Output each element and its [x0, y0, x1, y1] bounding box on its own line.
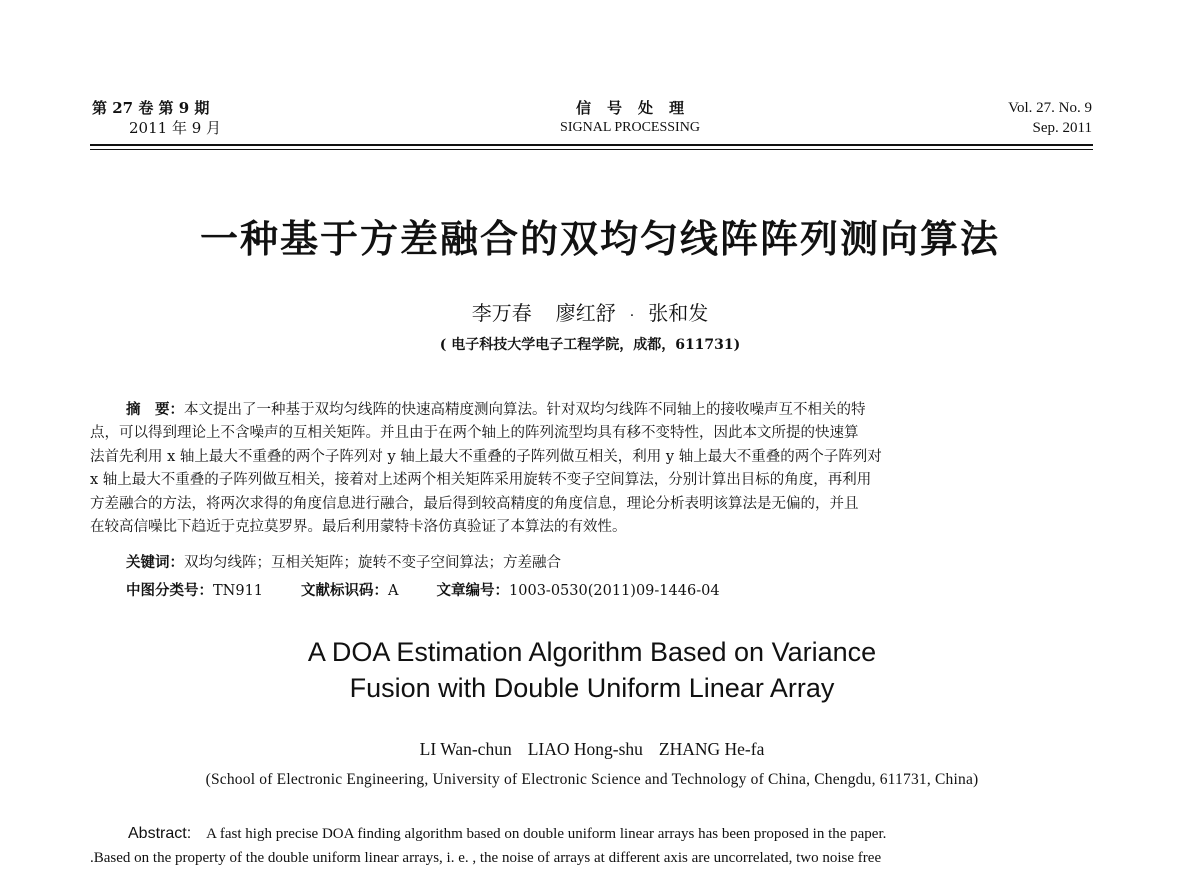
- paper-title-en-line: Fusion with Double Uniform Linear Array: [349, 673, 835, 703]
- publication-date-en: Sep. 2011: [1032, 120, 1092, 136]
- author-separator: ·: [629, 308, 635, 324]
- keywords-cn-label: 关键词：: [126, 554, 184, 571]
- abstract-cn-line: 法首先利用 x 轴上最大不重叠的两个子阵列对 y 轴上最大不重叠的子阵列做互相关，利用 y 轴上最大不重叠的两个子阵列对: [90, 448, 882, 465]
- clc-value: TN911: [213, 583, 264, 599]
- author-cn: 廖红舒: [555, 301, 616, 325]
- doc-code-value: A: [388, 583, 399, 599]
- abstract-cn-line: 方差融合的方法，将两次求得的角度信息进行融合，最后得到较高精度的角度信息，理论分析表明该算法是无偏的，并且: [90, 495, 859, 512]
- abstract-cn-line: 点，可以得到理论上不含噪声的互相关矩阵。并且由于在两个轴上的阵列流型均具有移不变特性，因此本文所提的快速算: [90, 425, 859, 442]
- journal-name-cn: 信号处理: [575, 99, 700, 117]
- publication-date-cn: 2011 年 9 月: [129, 119, 222, 137]
- abstract-cn-line: x 轴上最大不重叠的子阵列做互相关，接着对上述两个相关矩阵采用旋转不变子空间算法，分别计算出目标的角度，再利用: [90, 472, 872, 489]
- classification-cn: [126, 580, 720, 602]
- abstract-en-line: Abstract: A fast high precise DOA finding algorithm based on double uniform linear arrays has been proposed in the paper.: [128, 825, 887, 842]
- clc-label: 中图分类号：: [126, 582, 213, 599]
- journal-issue-info-en: [1008, 98, 1092, 138]
- volume-issue-cn: 第 27 卷 第 9 期: [92, 99, 210, 117]
- article-no-value: 1003-0530(2011)09-1446-04: [509, 583, 720, 599]
- keywords-cn-text: 双均匀线阵；互相关矩阵；旋转不变子空间算法；方差融合: [184, 555, 561, 571]
- abstract-cn-line: 在较高信噪比下趋近于克拉莫罗界。最后利用蒙特卡洛仿真验证了本算法的有效性。: [90, 519, 627, 536]
- paper-title-en: [0, 634, 1184, 706]
- paper-title-cn: 一种基于方差融合的双均匀线阵阵列测向算法: [199, 217, 1000, 261]
- authors-en: [0, 738, 1184, 760]
- abstract-en-line: .Based on the property of the double uniform linear arrays, i. e. , the noise of arrays at different axis are uncorrelated, two noise free: [90, 850, 882, 866]
- article-no-label: 文章编号：: [436, 582, 510, 599]
- journal-name-en: SIGNAL PROCESSING: [560, 120, 700, 135]
- abstract-cn-line: 摘 要：本文提出了一种基于双均匀线阵的快速高精度测向算法。针对双均匀线阵不同轴上的接收噪声互不相关的特: [126, 401, 866, 418]
- author-cn: 张和发: [648, 301, 709, 325]
- journal-name: [470, 98, 790, 138]
- author-en: LIAO Hong-shu: [527, 739, 643, 759]
- affiliation-cn: ( 电子科技大学电子工程学院，成都，611731): [439, 337, 741, 353]
- author-cn: 李万春: [471, 301, 532, 325]
- header-rule-thin: [90, 149, 1093, 150]
- keywords-cn: [126, 552, 561, 574]
- journal-issue-info-cn: [92, 98, 221, 138]
- abstract-en-label: Abstract:: [128, 825, 192, 842]
- volume-issue-en: Vol. 27. No. 9: [1008, 100, 1092, 116]
- header-rule-thick: [90, 144, 1093, 146]
- authors-cn: [0, 300, 1180, 329]
- author-en: LI Wan-chun: [419, 739, 512, 759]
- abstract-en: [90, 822, 1093, 870]
- author-en: ZHANG He-fa: [658, 739, 765, 759]
- affiliation-en: (School of Electronic Engineering, University of Electronic Science and Technology of China, Chengdu, 611731, China): [205, 771, 979, 788]
- abstract-cn: [90, 398, 1093, 539]
- paper-title-en-line: A DOA Estimation Algorithm Based on Variance: [307, 637, 877, 667]
- abstract-cn-label: 摘 要：: [126, 401, 184, 418]
- doc-code-label: 文献标识码：: [301, 582, 389, 599]
